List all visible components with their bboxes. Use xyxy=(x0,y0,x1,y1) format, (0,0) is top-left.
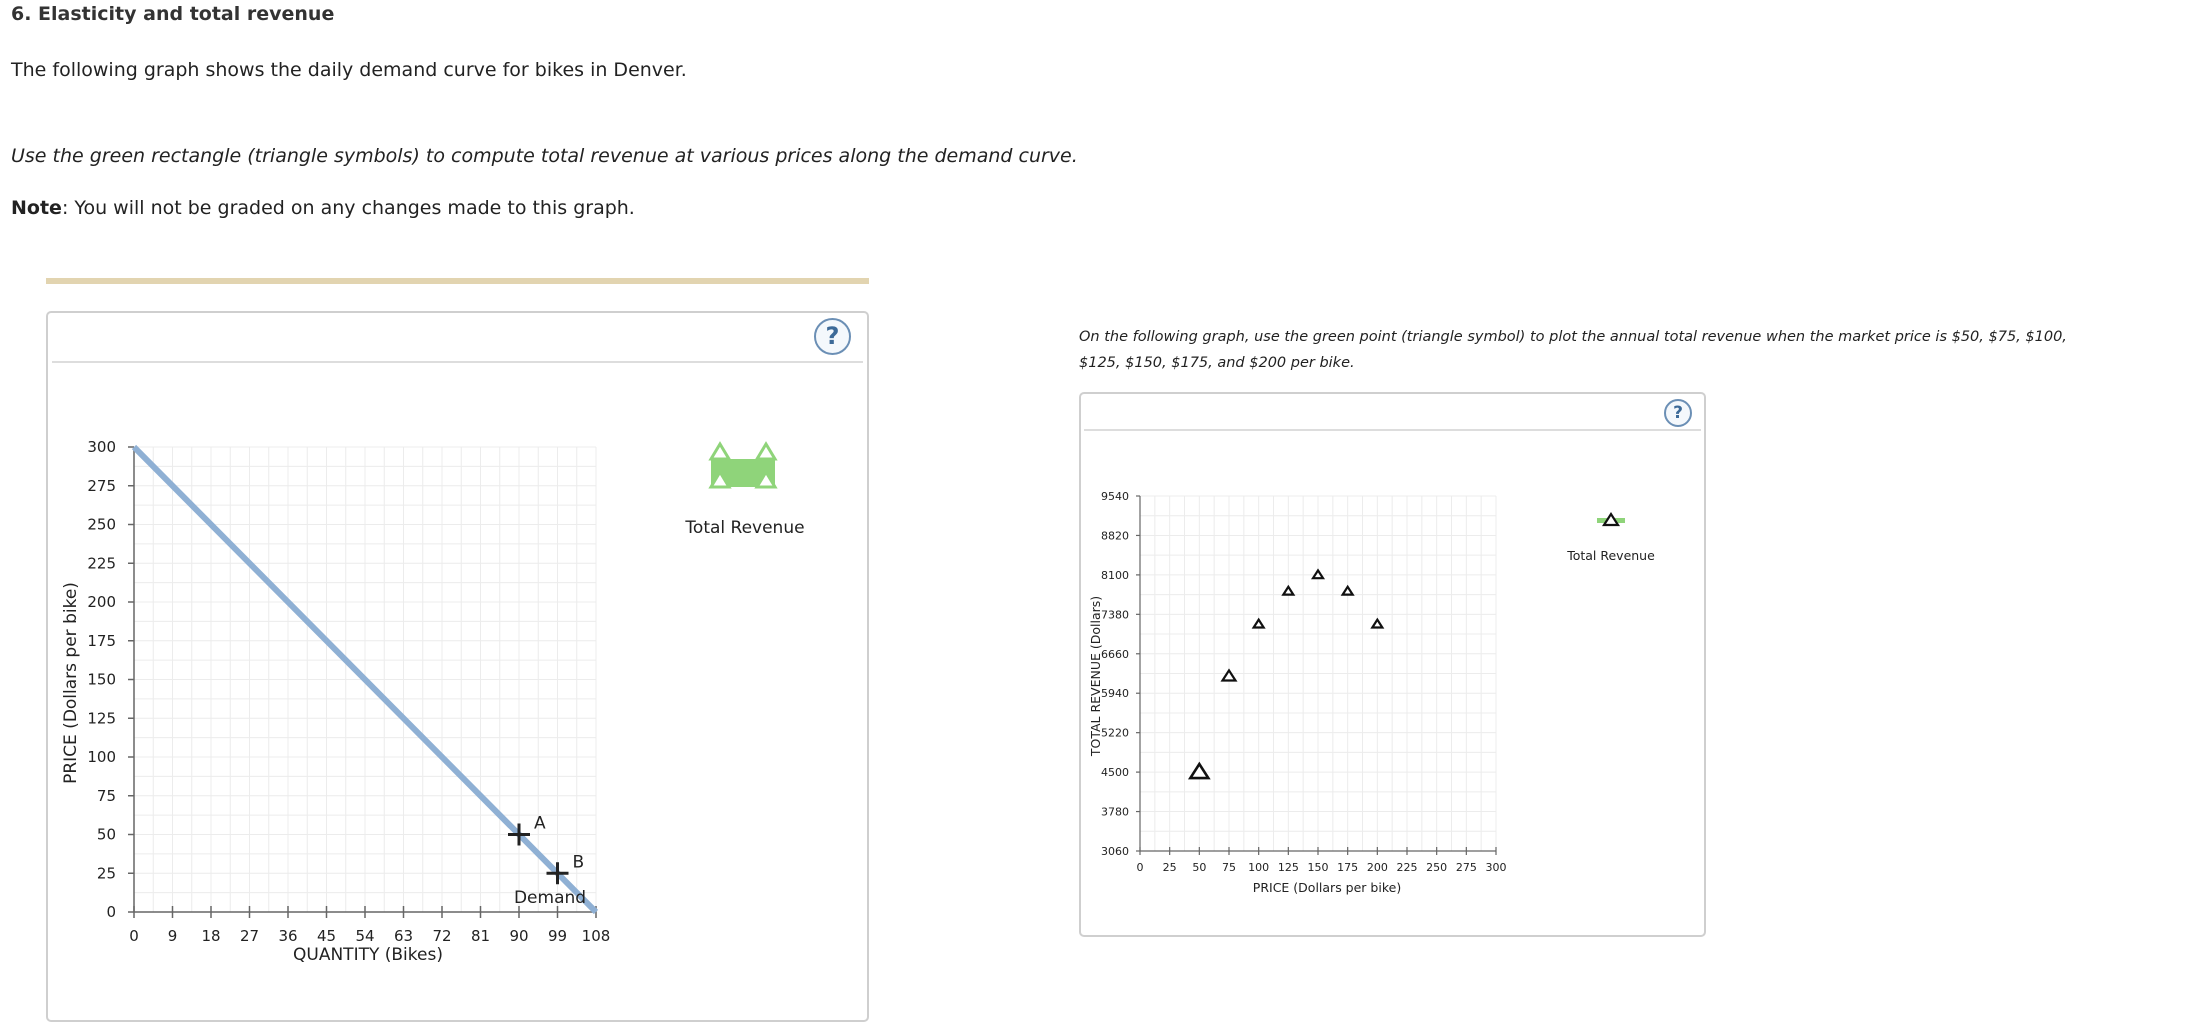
x-tick-label: 125 xyxy=(1277,861,1299,874)
x-tick-label: 250 xyxy=(1426,861,1448,874)
y-tick-label: 5940 xyxy=(1101,687,1129,701)
y-tick-label: 9540 xyxy=(1101,490,1129,503)
demand-chart xyxy=(0,0,900,1024)
y-tick-label: 6660 xyxy=(1101,647,1129,661)
point-label: A xyxy=(534,813,546,834)
y-tick-label: 8820 xyxy=(1101,529,1129,543)
legend-label: Total Revenue xyxy=(1567,548,1655,563)
x-tick-label: 275 xyxy=(1455,861,1477,874)
revenue-point-triangle-icon xyxy=(1283,587,1293,595)
x-tick-label: 72 xyxy=(432,927,452,945)
intro-text: The following graph shows the daily demand curve for bikes in Denver. xyxy=(11,59,687,81)
legend-label: Total Revenue xyxy=(685,518,805,538)
y-tick-label: 75 xyxy=(96,786,116,805)
x-tick-label: 36 xyxy=(278,927,298,945)
x-tick-label: 0 xyxy=(129,927,139,945)
note-label: Note xyxy=(11,197,62,219)
x-tick-label: 75 xyxy=(1222,861,1236,874)
y-tick-label: 250 xyxy=(87,515,116,534)
y-tick-label: 0 xyxy=(106,903,116,921)
y-tick-label: 175 xyxy=(87,631,116,650)
tick-labels xyxy=(1101,490,1507,874)
page-title: 6. Elasticity and total revenue xyxy=(11,3,335,25)
x-tick-label: 300 xyxy=(1485,861,1507,874)
point-label: B xyxy=(572,852,585,873)
y-tick-label: 300 xyxy=(87,438,116,456)
x-tick-label: 9 xyxy=(167,927,178,945)
x-tick-label: 90 xyxy=(509,927,529,945)
x-tick-label: 45 xyxy=(316,927,337,945)
revenue-point-triangle-icon xyxy=(1223,670,1236,680)
x-tick-label: 0 xyxy=(1136,861,1144,874)
x-tick-label: 18 xyxy=(201,927,221,945)
revenue-chart xyxy=(1080,400,1700,920)
y-tick-label: 5220 xyxy=(1101,726,1129,740)
x-tick-label: 225 xyxy=(1396,861,1418,874)
y-axis-label: TOTAL REVENUE (Dollars) xyxy=(1088,595,1103,757)
chart-axes xyxy=(128,447,596,918)
total-revenue-legend-icon[interactable] xyxy=(711,444,775,487)
y-tick-label: 150 xyxy=(87,670,116,689)
note-body: : You will not be graded on any changes made to this graph. xyxy=(61,197,635,219)
revenue-point-triangle-icon xyxy=(1313,570,1323,578)
x-tick-label: 99 xyxy=(547,927,568,945)
y-tick-label: 3780 xyxy=(1101,805,1129,819)
y-tick-label: 100 xyxy=(87,748,116,766)
x-tick-label: 54 xyxy=(355,927,375,945)
x-tick-label: 175 xyxy=(1337,861,1359,874)
revenue-point-triangle-icon xyxy=(1372,620,1382,628)
chart-points xyxy=(1190,570,1382,778)
revenue-point-triangle-icon xyxy=(1254,620,1264,628)
demand-label: Demand xyxy=(513,888,587,908)
x-tick-label: 63 xyxy=(393,927,414,945)
y-tick-label: 200 xyxy=(87,593,116,611)
triangle-icon xyxy=(711,444,729,459)
x-tick-label: 100 xyxy=(1248,861,1270,874)
triangle-icon xyxy=(757,444,775,459)
y-tick-label: 275 xyxy=(87,476,116,495)
x-axis-label: QUANTITY (Bikes) xyxy=(293,945,443,965)
y-tick-label: 225 xyxy=(87,554,116,573)
instruction-text: Use the green rectangle (triangle symbols) to compute total revenue at various prices along the demand curve. xyxy=(11,145,1078,167)
revenue-point-triangle-icon xyxy=(1190,764,1208,778)
x-tick-label: 27 xyxy=(239,927,260,945)
tick-labels xyxy=(87,438,610,945)
y-tick-label: 125 xyxy=(87,709,116,728)
y-tick-label: 8100 xyxy=(1101,568,1129,582)
x-axis-label: PRICE (Dollars per bike) xyxy=(1252,880,1402,895)
help-button[interactable]: ? xyxy=(1664,399,1692,427)
x-tick-label: 200 xyxy=(1366,861,1388,874)
y-tick-label: 3060 xyxy=(1101,845,1129,858)
y-tick-label: 25 xyxy=(96,864,116,883)
total-revenue-legend-icon[interactable] xyxy=(1597,514,1625,525)
x-tick-label: 81 xyxy=(470,927,491,945)
chart-axes xyxy=(1136,496,1496,855)
x-tick-label: 150 xyxy=(1307,861,1329,874)
x-tick-label: 25 xyxy=(1162,861,1177,874)
revenue-point-triangle-icon xyxy=(1343,587,1353,595)
help-button[interactable]: ? xyxy=(814,318,851,355)
revenue-prompt: On the following graph, use the green point (triangle symbol) to plot the annual total revenue when the market price is $50, $75, $100, $125, $150, $175, and $200 per bike. xyxy=(1079,329,2067,371)
x-tick-label: 50 xyxy=(1192,861,1207,874)
x-tick-label: 108 xyxy=(581,927,611,945)
y-tick-label: 7380 xyxy=(1101,608,1129,622)
y-tick-label: 4500 xyxy=(1101,766,1129,780)
chart-grid xyxy=(1140,496,1496,851)
y-tick-label: 50 xyxy=(96,825,116,844)
y-axis-label: PRICE (Dollars per bike) xyxy=(61,582,81,784)
